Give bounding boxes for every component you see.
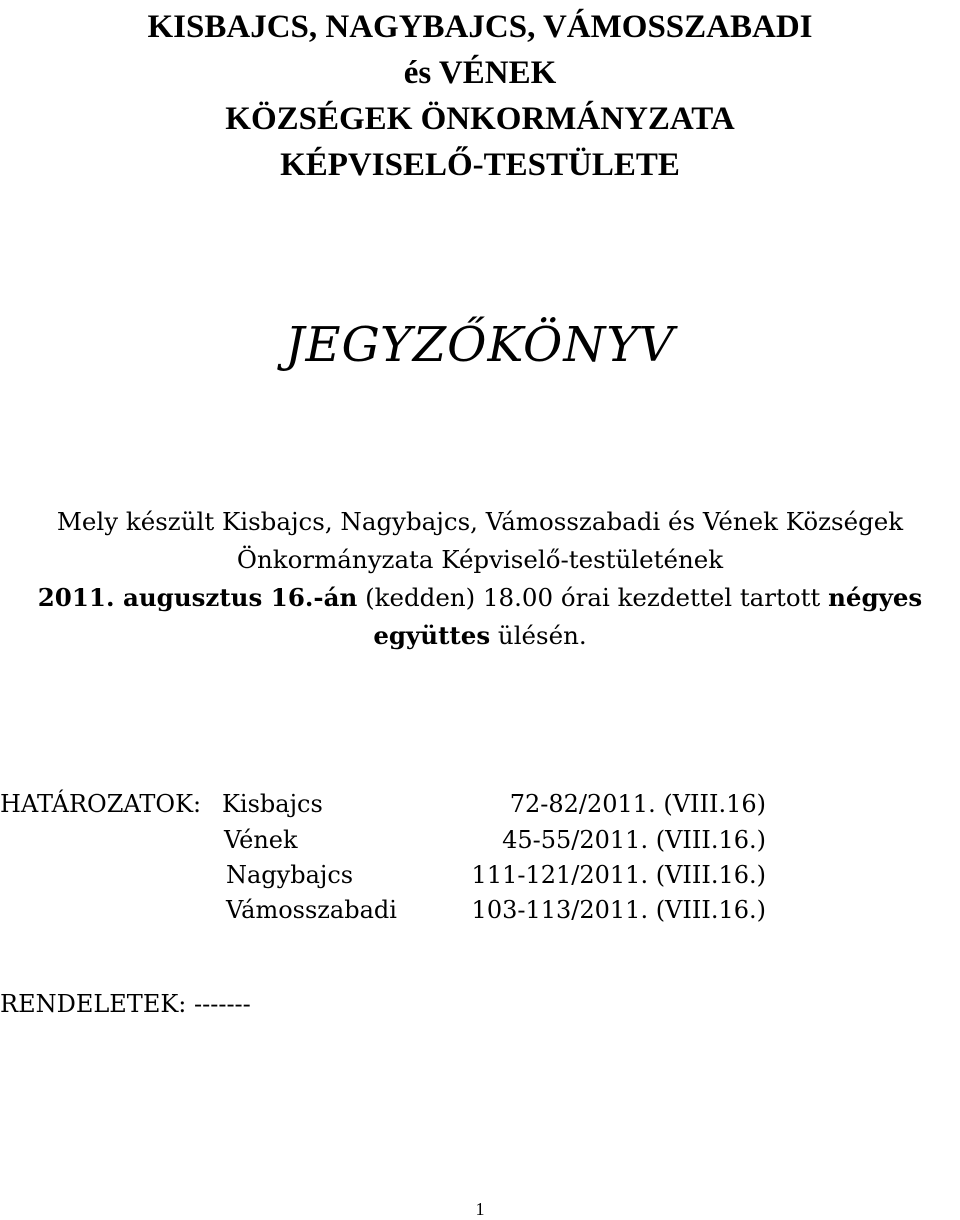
resolution-number: 45-55/2011. (VIII.16.) — [502, 826, 766, 854]
resolution-row — [0, 892, 960, 928]
meeting-suffix: ülésén. — [490, 621, 587, 650]
meeting-time-text: (kedden) 18.00 órai kezdettel tartott — [357, 583, 829, 612]
resolutions-label: HATÁROZATOK: — [0, 790, 202, 818]
resolution-place: Kisbajcs — [222, 790, 323, 818]
header-line-government: KÖZSÉGEK ÖNKORMÁNYZATA — [225, 101, 735, 137]
header-line-body: KÉPVISELŐ-TESTÜLETE — [280, 147, 680, 183]
resolution-number: 103-113/2011. (VIII.16.) — [471, 896, 766, 924]
decrees-section — [0, 986, 251, 1022]
page-number: 1 — [475, 1199, 485, 1219]
resolution-place: Vámosszabadi — [226, 896, 397, 924]
decrees-label: RENDELETEK: — [0, 990, 187, 1018]
intro-line-4 — [0, 617, 960, 655]
meeting-type-egyuttes: együttes — [373, 621, 491, 650]
intro-line-2: Önkormányzata Képviselő-testületének — [236, 545, 724, 574]
resolution-row — [0, 857, 960, 893]
document-header — [0, 4, 960, 188]
header-line-municipalities: KISBAJCS, NAGYBAJCS, VÁMOSSZABADI — [147, 9, 813, 45]
resolution-place: Vének — [224, 826, 298, 854]
resolution-place: Nagybajcs — [226, 861, 354, 889]
meeting-type-negyes: négyes — [828, 583, 923, 612]
header-line-venek: és VÉNEK — [403, 55, 557, 91]
intro-line-1: Mely készült Kisbajcs, Nagybajcs, Vámosszabadi és Vének Községek — [56, 507, 904, 536]
meeting-date: 2011. augusztus 16.-án — [37, 583, 358, 612]
intro-paragraph — [0, 503, 960, 655]
intro-line-3 — [0, 579, 960, 617]
decrees-value: ------- — [194, 990, 251, 1018]
resolution-number: 72-82/2011. (VIII.16) — [509, 790, 766, 818]
resolution-row — [0, 786, 960, 822]
document-title: JEGYZŐKÖNYV — [285, 317, 675, 373]
resolution-row — [0, 822, 960, 858]
resolution-number: 111-121/2011. (VIII.16.) — [471, 861, 766, 889]
